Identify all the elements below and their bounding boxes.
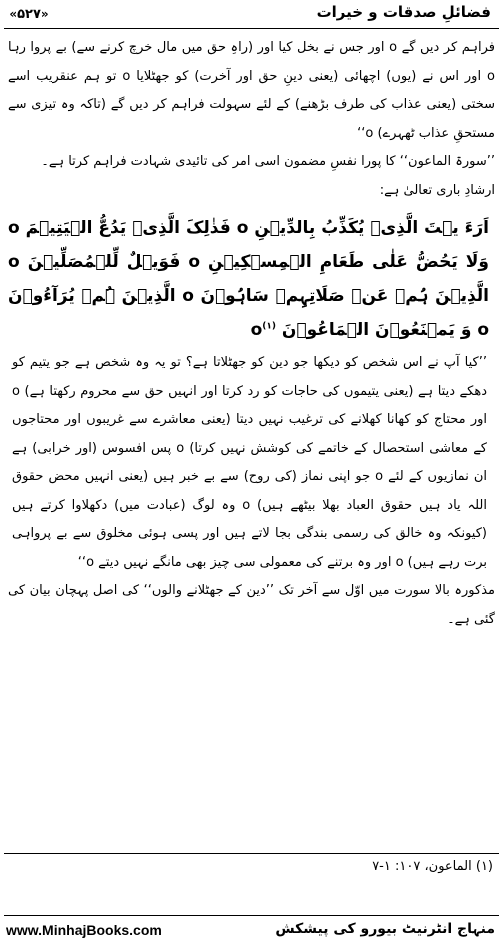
footnote-marker: (۱) [262, 321, 276, 332]
ornament-right: » [9, 7, 18, 21]
paragraph-conclusion: مذکورہ بالا سورت میں اوّل سے آخر تک ’’دین کے جھٹلانے والوں‘‘ کی اصل پہچان بیان کی گئی ہے۔ [8, 583, 495, 627]
paragraph-intro: ارشادِ باری تعالیٰ ہے: [379, 182, 495, 198]
footer-divider [4, 915, 499, 916]
running-title: فضائلِ صدقات و خیرات [316, 3, 491, 21]
quran-verses [8, 211, 495, 347]
header-divider [4, 28, 499, 29]
paragraph-surah-maun: ’’سورۃ الماعون‘‘ کا پورا نفسِ مضمون اسی امر کی تائیدی شہادت فراہم کرتا ہے۔ [41, 154, 495, 169]
ornament-left: « [40, 7, 49, 21]
page-number [6, 4, 52, 24]
website-link[interactable]: www.MinhajBooks.com [6, 922, 162, 938]
footer-credit: منہاج انٹرنیٹ بیورو کی پیشکش [275, 921, 495, 937]
paragraph-translation: ’’کیا آپ نے اس شخص کو دیکھا جو دین کو جھٹلاتا ہے؟ تو یہ وہ شخص ہے جو یتیم کو دھکے دیتا ہے (یعنی یتیموں کی حاجات کو رد کرتا اور انہیں حق سے محروم رکھتا ہے) o اور محتاج کو کھانا کھلانے کی ترغیب نہیں دیتا (یعنی معاشرے سے غریبوں اور محتاجوں کے معاشی استحصال کے خاتمے کی کوشش نہیں کرتا) o پس افسوس (اور خرابی) ہے ان نمازیوں کے لئے o جو اپنی نماز (کی روح) سے بے خبر ہیں (یعنی انہیں محض حقوق اللہ یاد ہیں حقوق العباد بھلا بیٹھے ہیں) o وہ لوگ (عبادت میں) دکھلاوا کرتے ہیں (کیونکہ وہ خالق کی رسمی بندگی بجا لاتے ہیں اور پسی ہوئی مخلوق سے بے پرواہی برت رہے ہیں) o اور وہ برتنے کی معمولی سی چیز بھی مانگے نہیں دیتے o‘‘ [12, 355, 488, 570]
quran-verses-text: اَرَءَ یۡتَ الَّذِیۡ یُکَذِّبُ بِالدِّیۡنِ o فَذٰلِکَ الَّذِیۡ یَدُعُّ الۡیَتِیۡمَ o وَلَا یَحُضُّ عَلٰی طَعَامِ الۡمِسۡکِیۡنِ o فَوَیۡلٌ لِّلۡمُصَلِّیۡنَ o الَّذِیۡنَ ہُمۡ عَنۡ صَلَاتِہِمۡ سَاہُوۡنَ o الَّذِیۡنَ ہُمۡ یُرَآءُوۡنَ o وَ یَمۡنَعُوۡنَ الۡمَاعُوۡنَ o [8, 218, 490, 340]
footnote-divider [4, 853, 499, 854]
footnote: (۱) الماعون، ۱۰۷: ۱-۷ [372, 859, 493, 874]
page-number-text: ۵۲۷ [17, 6, 41, 22]
paragraph-continuation: فراہم کر دیں گے o اور جس نے بخل کیا اور (راہِ حق میں مال خرچ کرنے سے) بے پروا رہا o اور اس نے (یوں) اچھائی (یعنی دینِ حق اور آخرت) کو جھٹلایا o تو ہم عنقریب اسے سختی (یعنی عذاب کی طرف بڑھنے) کے لئے سہولت فراہم کر دیں گے (تاکہ وہ تیزی سے مستحقِ عذاب ٹھہرے) o‘‘ [8, 40, 495, 141]
page-header [0, 0, 503, 30]
page-body [8, 34, 495, 634]
